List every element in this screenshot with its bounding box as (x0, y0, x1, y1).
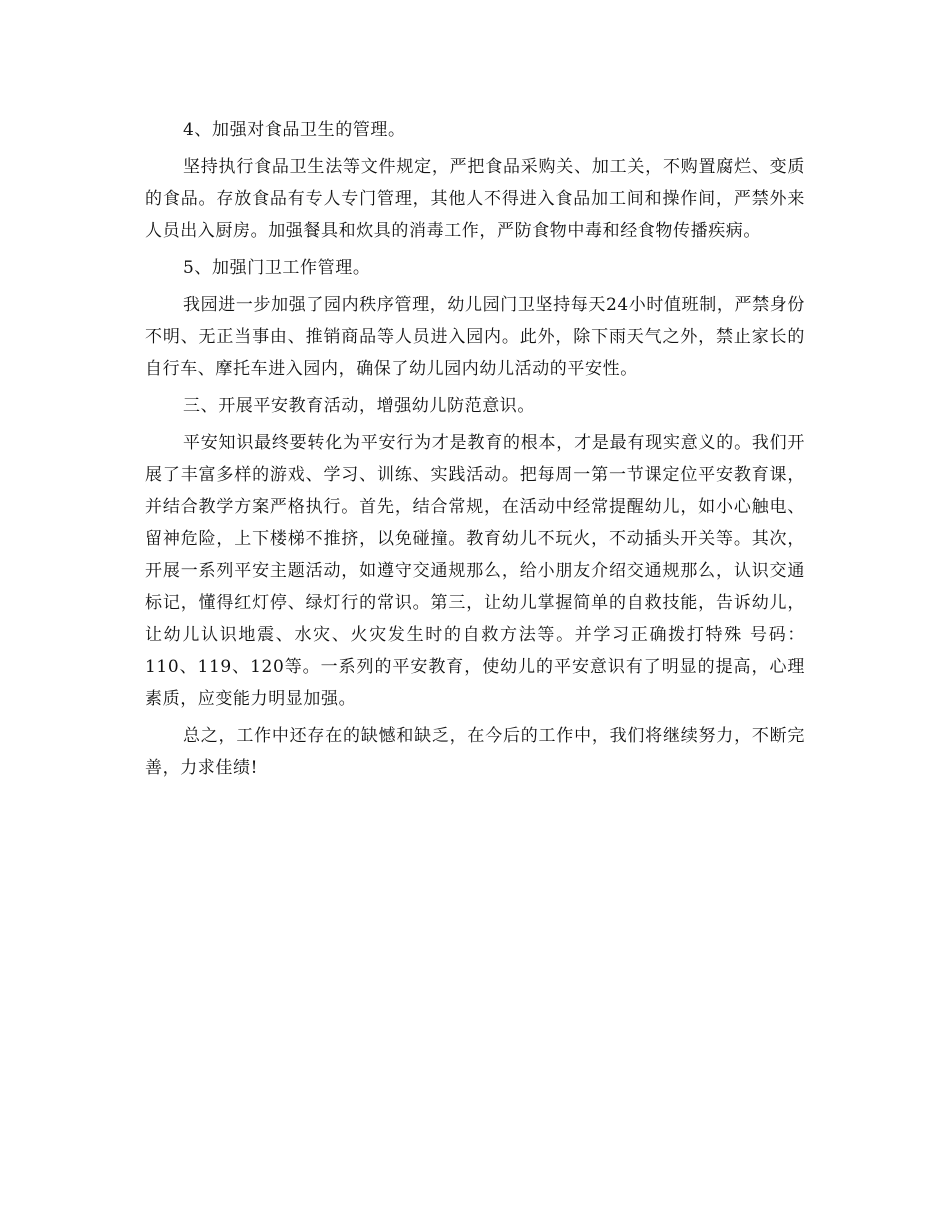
paragraph-food-hygiene: 坚持执行食品卫生法等文件规定，严把食品采购关、加工关，不购置腐烂、变质的食品。存放食品有专人专门管理，其他人不得进入食品加工间和操作间，严禁外来人员出入厨房。加强餐具和炊具的消毒工作，严防食物中毒和经食物传播疾病。 (145, 157, 805, 241)
document-body (145, 114, 805, 789)
heading-gate-management: 5、加强门卫工作管理。 (183, 258, 371, 278)
heading-food-hygiene: 4、加强对食品卫生的管理。 (183, 120, 406, 140)
paragraph-gate-management: 我园进一步加强了园内秩序管理，幼儿园门卫坚持每天24小时值班制，严禁身份不明、无正当事由、推销商品等人员进入园内。此外，除下雨天气之外，禁止家长的自行车、摩托车进入园内，确保了幼儿园内幼儿活动的平安性。 (145, 295, 805, 379)
heading-safety-education: 三、开展平安教育活动，增强幼儿防范意识。 (183, 396, 535, 416)
paragraph-safety-education: 平安知识最终要转化为平安行为才是教育的根本，才是最有现实意义的。我们开展了丰富多样的游戏、学习、训练、实践活动。把每周一第一节课定位平安教育课，并结合教学方案严格执行。首先，结合常规，在活动中经常提醒幼儿，如小心触电、留神危险，上下楼梯不推挤，以免碰撞。教育幼儿不玩火，不动插头开关等。其次，开展一系列平安主题活动，如遵守交通规那么，给小朋友介绍交通规那么，认识交通标记，懂得红灯停、绿灯行的常识。第三，让幼儿掌握简单的自救技能，告诉幼儿，让幼儿认识地震、水灾、火灾发生时的自救方法等。并学习正确拨打特殊 号码： 110、119、120等。一系列的平安教育，使幼儿的平安意识有了明显的提高，心理素质，应变能力明显加强。 (145, 433, 805, 709)
paragraph-conclusion: 总之，工作中还存在的缺憾和缺乏，在今后的工作中，我们将继续努力，不断完善，力求佳绩! (145, 726, 805, 778)
